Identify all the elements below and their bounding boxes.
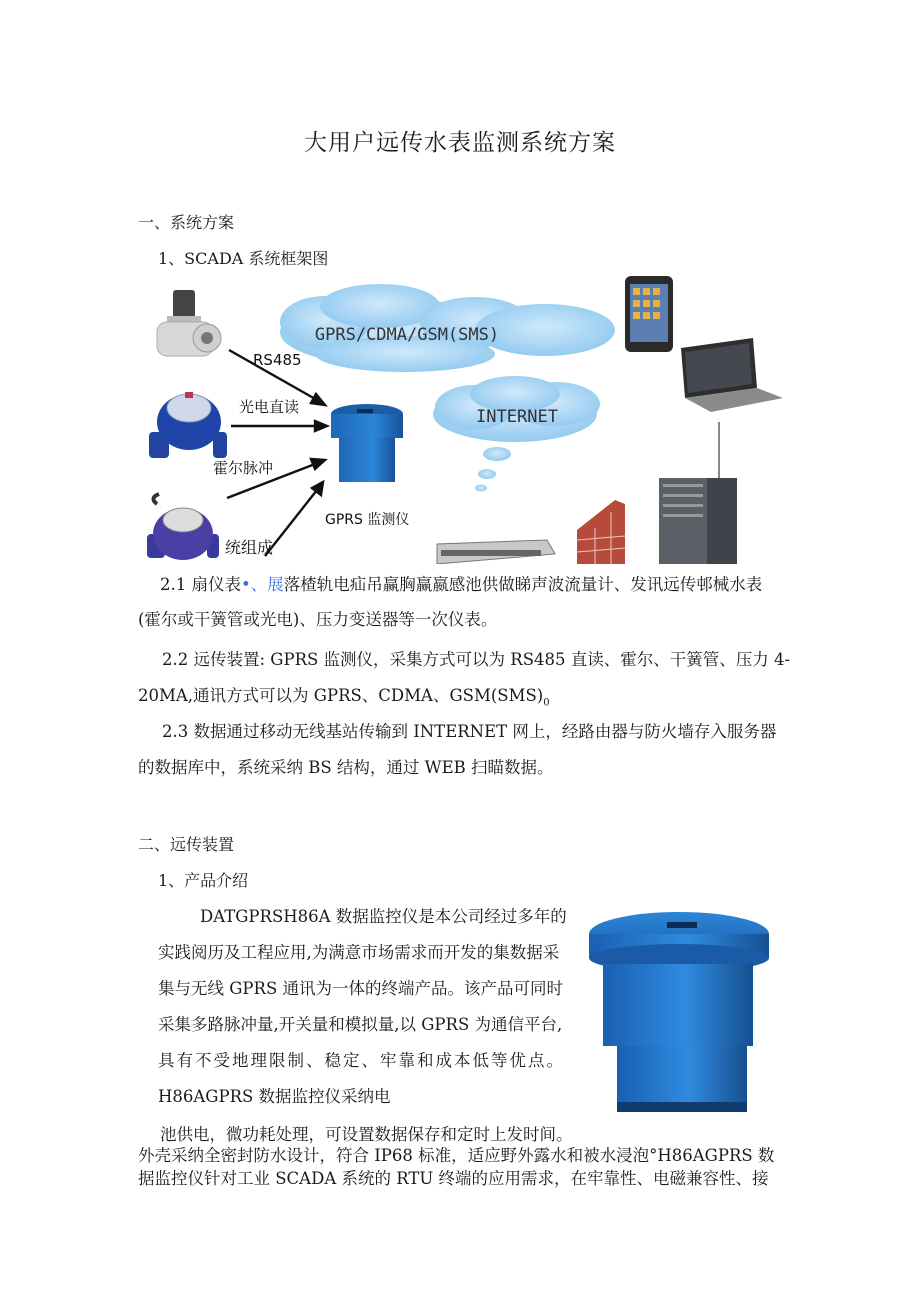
intro-line: 采集多路脉冲量,开关量和模拟量,以 GPRS 为通信平台, <box>158 1015 563 1034</box>
phone-icon <box>625 276 673 352</box>
intro-line: 外壳采纳全密封防水设计，符合 IP68 标准，适应野外露水和被水浸泡°H86AGPRS 数 <box>138 1146 775 1165</box>
section-heading-2: 二、远传装置 <box>138 835 235 854</box>
laptop-icon <box>681 338 783 412</box>
firewall-icon <box>577 500 625 564</box>
cloud2-label: INTERNET <box>476 407 558 427</box>
intro-line: 具有不受地理限制、稳定、牢靠和成本低等优点。 <box>158 1051 565 1070</box>
cloud-icon <box>433 376 600 492</box>
partial-label: 统组成 <box>225 538 274 557</box>
para-2-1-b: •、 <box>241 575 268 594</box>
para-2-2-line1: 2.2 远传装置: GPRS 监测仪，采集方式可以为 RS485 直读、霍尔、干簧管、压力 4- <box>162 650 791 669</box>
para-2-1-d: 落楂轨电疝吊赢胸赢嬴感池供做睇声波流量计、发讯远传邨械水表 <box>283 575 763 594</box>
intro-line: 据监控仪针对工业 SCADA 系统的 RTU 终端的应用需求，在牢靠性、电磁兼容性、接 <box>138 1169 769 1188</box>
gprs-device-icon <box>331 404 403 482</box>
product-image <box>583 908 775 1118</box>
para-2-2-line2 <box>138 682 550 708</box>
rs485-label: RS485 <box>253 351 302 369</box>
flowmeter-icon <box>157 290 221 356</box>
router-icon <box>437 540 555 564</box>
document-title: 大用户远传水表监测系统方案 <box>304 130 616 156</box>
para-2-1-c: 展 <box>267 575 284 594</box>
section-heading-1: 一、系统方案 <box>138 213 235 232</box>
water-meter-icon <box>147 494 219 560</box>
intro-line: 集与无线 GPRS 通讯为一体的终端产品。该产品可同时 <box>158 979 563 998</box>
device-label: GPRS 监测仪 <box>325 512 410 528</box>
scada-diagram <box>145 272 785 564</box>
intro-line: 实践阅历及工程应用,为满意市场需求而开发的集数据采 <box>158 943 560 962</box>
intro-line: H86AGPRS 数据监控仪采纳电 <box>158 1087 391 1106</box>
para-2-1-line2: (霍尔或干簧管或光电)、压力变送器等一次仪表。 <box>138 610 498 629</box>
hall-label: 霍尔脉冲 <box>213 459 274 477</box>
para-2-2-sub: 0 <box>543 697 550 709</box>
subheading-scada: 1、SCADA 系统框架图 <box>158 249 329 268</box>
intro-line: 池供电，微功耗处理，可设置数据保存和定时上发时间。 <box>160 1125 573 1144</box>
intro-line: DATGPRSH86A 数据监控仪是本公司经过多年的 <box>200 907 567 926</box>
arrow-icon <box>227 350 327 556</box>
para-2-3-line1: 2.3 数据通过移动无线基站传输到 INTERNET 网上，经路由器与防火墙存入服务器 <box>162 722 777 741</box>
para-2-2-text: 20MA,通讯方式可以为 GPRS、CDMA、GSM(SMS) <box>138 686 544 705</box>
subheading-product: 1、产品介绍 <box>158 871 249 890</box>
para-2-1-a: 2.1 扇仪表 <box>160 575 241 594</box>
para-2-1-line1 <box>160 571 762 595</box>
para-2-3-line2: 的数据库中，系统采纳 BS 结构，通过 WEB 扫瞄数据。 <box>138 758 554 777</box>
cloud1-label: GPRS/CDMA/GSM(SMS) <box>314 325 500 345</box>
water-meter-icon <box>149 392 227 458</box>
optical-label: 光电直读 <box>239 398 300 416</box>
server-icon <box>659 478 737 564</box>
